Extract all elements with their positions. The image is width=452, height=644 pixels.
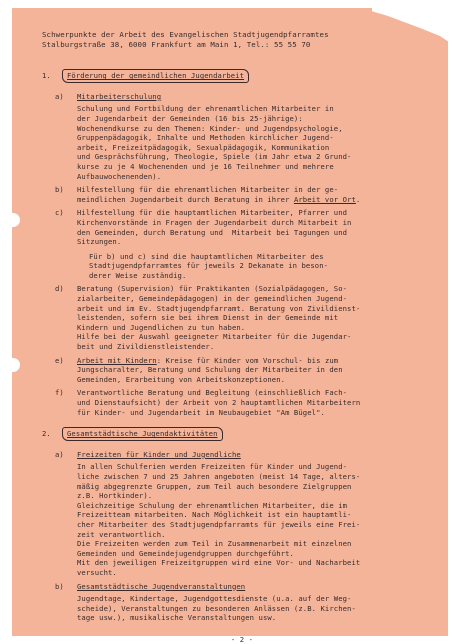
item-1b-label: b) [55, 185, 64, 195]
item-2a-title: Freizeiten für Kinder und Jugendliche [77, 449, 241, 459]
item-2a-line: Gleichzeitige Schulung der ehrenamtlichen Mitarbeiter, die im [77, 500, 348, 510]
item-1b-underlined: Arbeit vor Ort [293, 194, 356, 204]
section-2-title: Gesamtstädtische Jugendaktivitäten [62, 427, 223, 441]
item-1c-line: den Gemeinden, durch Beratung und Mitarbeit bei Tagungen und [77, 227, 348, 237]
item-1f-line: Verantwortliche Beratung und Begleitung (einschließlich Fach- [77, 388, 348, 398]
item-1c-note [77, 252, 442, 281]
item-2b-title: Gesamtstädtische Jugendveranstaltungen [77, 581, 246, 591]
item-1a-line: arbeit, Freizeitpädagogik, Sexualpädagogik, Kommunikation [77, 142, 330, 152]
item-2a [42, 450, 442, 578]
item-1b-line-2-text: meindlichen Jugendarbeit durch Beratung in ihrer [77, 194, 294, 204]
item-1d-line: Beratung (Supervision) für Praktikanten (Sozialpädagogen, So- [77, 284, 348, 294]
item-1f-label: f) [55, 388, 64, 398]
item-1e-line: Gemeinden, Erarbeitung von Arbeitskonzeptionen. [77, 374, 286, 384]
item-1d-line: Kindern und Jugendlichen zu tun haben. [77, 322, 246, 332]
item-1f-line: und Dienstaufsicht) der Arbeit von 2 hauptamtlichen Mitarbeitern [77, 398, 361, 407]
letterhead-line-1: Schwerpunkte der Arbeit des Evangelischen Stadtjugendpfarramtes [42, 30, 329, 39]
item-2a-line: Gemeinden und Gemeindejugendgruppen durchgeführt. [77, 548, 294, 558]
item-1d [42, 284, 442, 351]
item-1f [42, 388, 442, 417]
item-1a-line: Wochenendkurse zu den Themen: Kinder- und Jugendpsychologie, [77, 123, 343, 133]
item-2b-line: Jugendtage, Kindertage, Jugendgottesdienste (u.a. auf der Weg- [77, 594, 352, 604]
item-1a-line: der Jugendarbeit der Gemeinden (16 bis 25-jährige): [77, 113, 303, 123]
item-1a-title: Mitarbeiterschulung [77, 91, 162, 101]
item-1c-line: Kirchenvorstände in Fragen der Jugendarbeit durch Mitarbeit in [77, 217, 352, 227]
item-2a-line: z.B. Hortkinder). [77, 491, 153, 501]
item-1c-note-line: derer Weise zuständig. [89, 270, 187, 280]
item-1d-line: leistenden, sofern sie bei ihrem Dienst in der Gemeinde mit [77, 313, 339, 323]
item-2a-line: versucht. [77, 567, 117, 577]
item-1b [42, 185, 442, 204]
item-1c-line: Hilfestellung für die hauptamtlichen Mitarbeiter, Pfarrer und [77, 208, 348, 218]
item-2a-line: Mit den jeweiligen Freizeitgruppen wird eine Vor- und Nacharbeit [77, 558, 361, 568]
item-1b-line-2-end: . [355, 194, 361, 204]
item-1c-note-line: Stadtjugendpfarramtes für jeweils 2 Dekanate in beson- [89, 261, 329, 271]
section-1-title: Förderung der gemeindlichen Jugendarbeit [62, 69, 249, 83]
item-1c-note-line: Für b) und c) sind die hauptamtlichen Mitarbeiter des [89, 251, 324, 261]
item-2a-line: liche zwischen 7 und 25 Jahren angeboten (meist 14 Tage, alters- [77, 471, 361, 481]
letterhead [42, 30, 442, 49]
item-2a-line: In allen Schulferien werden Freizeiten für Kinder und Jugend- [77, 462, 348, 472]
item-1e-line-1 [77, 356, 442, 366]
item-2b-line: tage usw.), musikalische Veranstaltungen usw. [77, 613, 277, 623]
item-1a [42, 92, 442, 181]
item-2a-line: Freizeitteam mitarbeiten. Nach Möglichkeit ist ein hauptamtli- [77, 510, 352, 520]
section-2-number: 2. [42, 429, 51, 439]
punch-hole-upper [6, 213, 20, 227]
item-1d-line: beit und Zivildienstleistender. [77, 342, 215, 352]
item-1d-line: arbeit und im Ev. Stadtjugendpfarramt. Beratung von Zivildienst- [77, 303, 361, 313]
item-2a-line: zeit verantwortlich. [77, 529, 166, 539]
item-2a-label: a) [55, 449, 64, 459]
item-1e-underlined: Arbeit mit Kindern [77, 355, 157, 365]
section-2-heading [42, 427, 442, 441]
item-1f-line: für Kinder- und Jugendarbeit im Neubaugebiet "Am Bügel". [77, 407, 325, 417]
section-1-number: 1. [42, 71, 51, 81]
item-2b-label: b) [55, 581, 64, 591]
item-2b [42, 582, 442, 623]
item-2a-line: mäßig abgegrenzte Gruppen, zum Teil auch besondere Zielgruppen [77, 481, 352, 491]
page-number: - 2 - [230, 634, 254, 644]
item-1a-label: a) [55, 91, 64, 101]
document-content [42, 30, 442, 644]
punch-hole-lower [6, 358, 20, 372]
section-1-heading [42, 69, 442, 83]
item-1a-line: Aufbauwochenenden). [77, 171, 162, 181]
item-1d-line: Hilfe bei der Auswahl geeigneter Mitarbeiter für die Jugendar- [77, 332, 352, 342]
item-1a-line: und Gesprächsführung, Theologie, Spiele (im Jahr etwa 2 Grund- [77, 152, 352, 162]
letterhead-line-2: Stalburgstraße 38, 6000 Frankfurt am Main 1, Tel.: 55 55 70 [42, 39, 311, 49]
item-1b-line-2 [77, 195, 442, 205]
item-1c [42, 208, 442, 280]
item-1e-label: e) [55, 355, 64, 365]
item-2b-line: scheide), Veranstaltungen zu besonderen Anlässen (z.B. Kirchen- [77, 603, 356, 613]
item-2a-line: Die Freizeiten werden zum Teil in Zusammenarbeit mit einzelnen [77, 539, 352, 549]
item-1d-line: zialarbeiter, Gemeindepädagogen) in der gemeindlichen Jugend- [77, 294, 348, 304]
item-1c-label: c) [55, 208, 64, 218]
item-1a-line: Schulung und Fortbildung der ehrenamtlichen Mitarbeiter in [77, 104, 334, 114]
item-1e-line-1-text: : Kreise für Kinder vom Vorschul- bis zum [156, 355, 339, 365]
item-1e [42, 356, 442, 385]
item-1a-line: Gruppenpädagogik, Inhalte und Methoden kirchlicher Jugend- [77, 133, 334, 143]
document-page [12, 8, 448, 644]
item-1b-line: Hilfestellung für die ehrenamtlichen Mitarbeiter in der ge- [77, 185, 339, 195]
item-1d-label: d) [55, 284, 64, 294]
item-1e-line: Jungscharalter, Beratung und Schulung der Mitarbeiter in den [77, 365, 343, 375]
item-1c-line: Sitzungen. [77, 237, 122, 247]
item-1a-line: kurse zu je 4 Wochenenden und je 16 Teilnehmer und mehrere [77, 161, 334, 171]
item-2a-line: cher Mitarbeiter des Stadtjugendpfarramts für jeweils eine Frei- [77, 519, 361, 529]
